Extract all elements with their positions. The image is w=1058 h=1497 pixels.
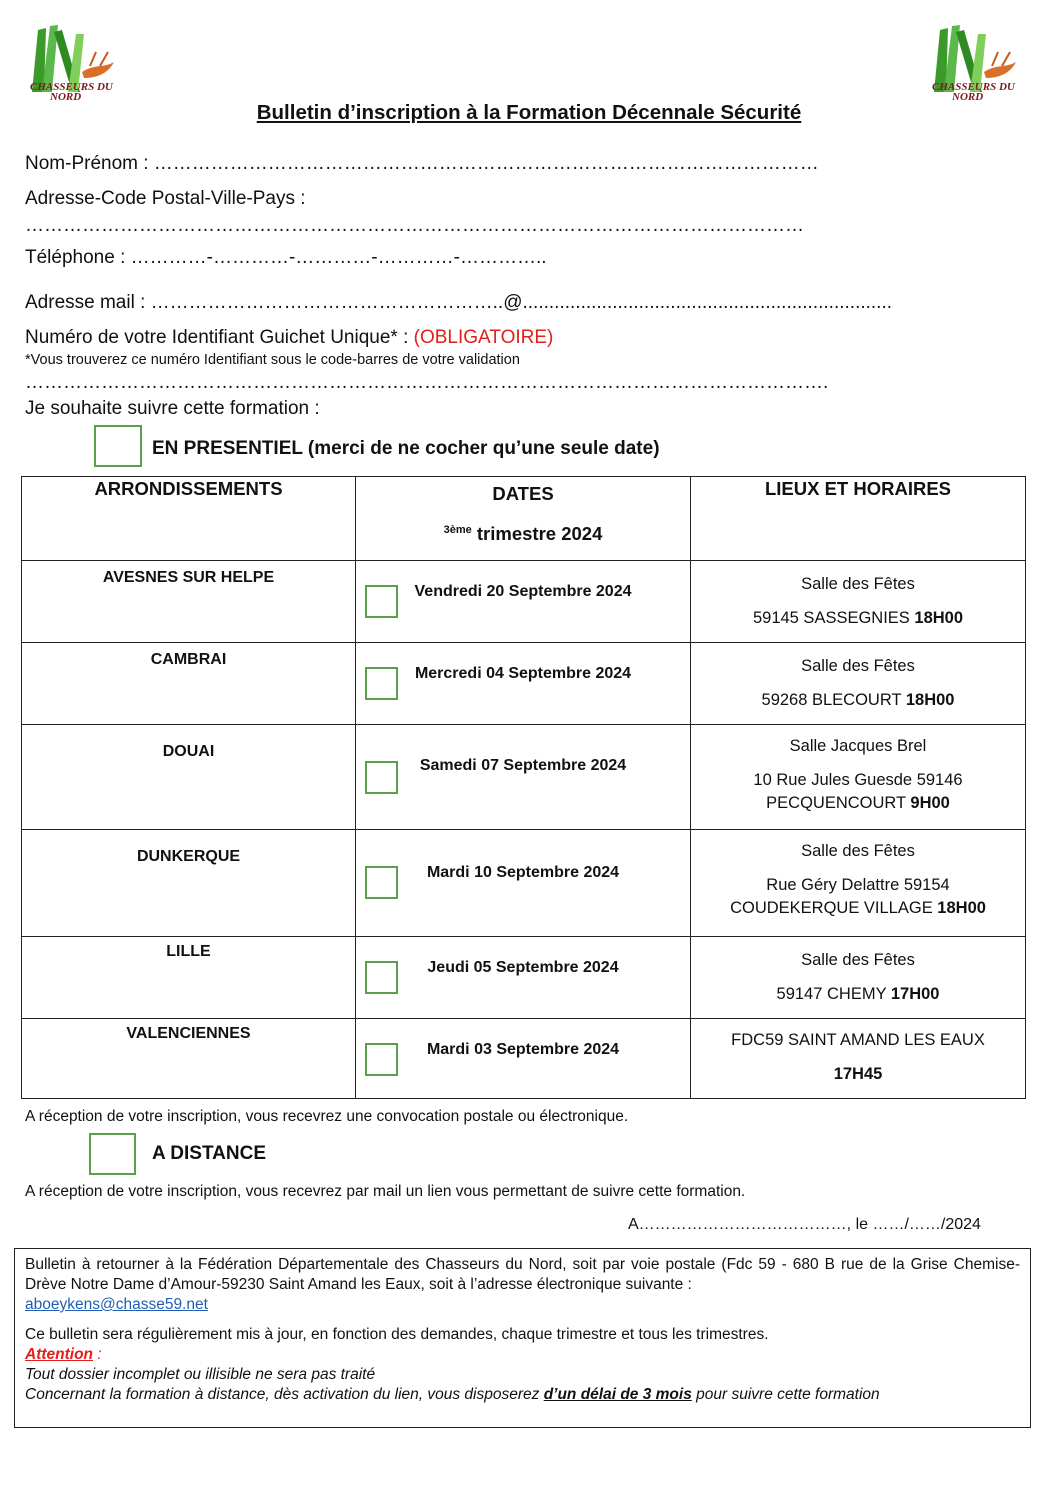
arrondissement-cell: VALENCIENNES: [22, 1019, 356, 1099]
place-address-text: Rue Géry Delattre 59154: [766, 876, 950, 894]
return-instructions-box: [14, 1248, 1031, 1428]
date-text: Samedi 07 Septembre 2024: [419, 757, 627, 774]
convocation-note: A réception de votre inscription, vous recevrez une convocation postale ou électronique.: [25, 1108, 629, 1125]
phone-field[interactable]: Téléphone : …………-…………-…………-…………-…………..: [25, 247, 547, 268]
presentiel-label: EN PRESENTIEL: [152, 438, 303, 459]
header-trimestre-text: trimestre 2024: [471, 523, 603, 545]
place-time: 18H00: [937, 899, 986, 917]
header-trimestre: [357, 505, 689, 549]
place-city: [692, 792, 1024, 815]
date-text: Mardi 03 Septembre 2024: [426, 1041, 620, 1058]
place-address-text: 59145 SASSEGNIES: [752, 609, 915, 627]
arrondissement-cell: CAMBRAI: [22, 643, 356, 725]
identifier-label-text: Numéro de votre Identifiant Guichet Unique* :: [25, 327, 414, 348]
distance-label: A DISTANCE: [152, 1143, 266, 1164]
distance-delay-pre: Concernant la formation à distance, dès activation du lien, vous disposerez: [25, 1386, 544, 1403]
incomplete-text: Tout dossier incomplet ou illisible ne sera pas traité: [25, 1366, 376, 1383]
place-address-text: 59147 CHEMY: [776, 985, 891, 1003]
name-field[interactable]: Nom-Prénom : ……………………………………………………………………………………………: [25, 153, 819, 174]
arrondissement-cell: DUNKERQUE: [22, 830, 356, 937]
place-address: [692, 983, 1024, 1006]
email-field[interactable]: Adresse mail : ………………………………………………..@......................................................................: [25, 292, 893, 313]
place-city-text: COUDEKERQUE VILLAGE: [730, 899, 938, 917]
address-label: Adresse-Code Postal-Ville-Pays :: [25, 188, 306, 209]
federation-logo: [926, 22, 1022, 104]
place-city-text: PECQUENCOURT: [766, 794, 911, 812]
distance-delay-bold: d’un délai de 3 mois: [543, 1386, 692, 1403]
arrondissement-cell: DOUAI: [22, 725, 356, 830]
place-name: Salle des Fêtes: [801, 575, 915, 593]
place-cell: [691, 937, 1026, 1019]
logo-text-line1: CHASSEURS DU: [932, 81, 1015, 93]
table-row: [22, 561, 1026, 643]
place-cell: [691, 643, 1026, 725]
header-trimestre-sup: 3ème: [443, 524, 472, 536]
distance-checkbox[interactable]: [89, 1133, 136, 1175]
schedule-table: [21, 476, 1026, 1099]
return-text-body: Bulletin à retourner à la Fédération Départementale des Chasseurs du Nord, soit par voie postale (Fdc 59 - 680 B rue de la Grise Chemise-Drève Notre Dame d’Amour-59230 Saint Amand les Eaux, soit à l’adresse électronique suivante :: [25, 1256, 1020, 1293]
distance-note: A réception de votre inscription, vous recevrez par mail un lien vous permettant de suivre cette formation.: [25, 1183, 746, 1200]
place-cell: [691, 561, 1026, 643]
date-cell: [356, 1019, 691, 1099]
table-row: [22, 1019, 1026, 1099]
logo-text-line1: CHASSEURS DU: [30, 81, 113, 93]
date-text: Jeudi 05 Septembre 2024: [427, 959, 619, 976]
place-time: 17H00: [890, 985, 940, 1003]
identifier-note: *Vous trouverez ce numéro Identifiant sous le code-barres de votre validation: [25, 352, 520, 368]
date-text: Vendredi 20 Septembre 2024: [414, 583, 632, 600]
place-address: [692, 689, 1024, 712]
place-name: Salle des Fêtes: [801, 951, 915, 969]
table-row: [22, 643, 1026, 725]
presentiel-option: [152, 438, 660, 460]
place-time: 18H00: [905, 691, 955, 709]
identifier-field[interactable]: ……………………………………………………………………………………………………………….: [25, 372, 829, 393]
header-dates-label: DATES: [492, 483, 554, 504]
header-arrondissements: ARRONDISSEMENTS: [22, 477, 356, 561]
contact-email-link[interactable]: aboeykens@chasse59.net: [25, 1296, 208, 1313]
date-cell: [356, 725, 691, 830]
place-cell: [691, 830, 1026, 937]
table-header-row: [22, 477, 1026, 561]
place-time: 18H00: [914, 609, 964, 627]
logo-text-line2: NORD: [50, 91, 82, 103]
place-time: 9H00: [910, 794, 950, 812]
date-text: Mardi 10 Septembre 2024: [426, 864, 620, 881]
place-time: 17H45: [833, 1065, 883, 1083]
place-cell: [691, 1019, 1026, 1099]
required-tag: (OBLIGATOIRE): [413, 327, 554, 348]
date-text: Mercredi 04 Septembre 2024: [414, 665, 632, 682]
signature-date-line[interactable]: A…………………………………, le ……/……/2024: [628, 1216, 981, 1233]
page-title: Bulletin d’inscription à la Formation Décennale Sécurité: [256, 101, 802, 124]
header-lieux: LIEUX ET HORAIRES: [691, 477, 1026, 561]
date-cell: [356, 643, 691, 725]
place-address: [692, 607, 1024, 630]
header-dates: [356, 477, 691, 561]
place-name: Salle Jacques Brel: [789, 737, 927, 755]
place-city: [692, 897, 1024, 920]
table-row: [22, 830, 1026, 937]
logo-text-line2: NORD: [952, 91, 984, 103]
federation-logo: [24, 22, 120, 104]
wish-label: Je souhaite suivre cette formation :: [25, 398, 320, 419]
update-text: Ce bulletin sera régulièrement mis à jour, en fonction des demandes, chaque trimestre et tous les trimestres.: [25, 1326, 769, 1343]
arrondissement-cell: LILLE: [22, 937, 356, 1019]
place-cell: [691, 725, 1026, 830]
attention-colon: :: [93, 1346, 102, 1363]
identifier-label: [25, 327, 553, 349]
place-name: Salle des Fêtes: [801, 657, 915, 675]
table-row: [22, 725, 1026, 830]
place-address-text: 10 Rue Jules Guesde 59146: [753, 771, 963, 789]
table-row: [22, 937, 1026, 1019]
presentiel-note: (merci de ne cocher qu’une seule date): [307, 438, 660, 459]
arrondissement-cell: AVESNES SUR HELPE: [22, 561, 356, 643]
place-name: FDC59 SAINT AMAND LES EAUX: [731, 1031, 985, 1049]
return-text: [25, 1255, 1020, 1295]
date-cell: [356, 561, 691, 643]
date-cell: [356, 830, 691, 937]
address-field[interactable]: ……………………………………………………………………………………………………………: [25, 215, 804, 236]
presentiel-checkbox[interactable]: [94, 425, 142, 467]
place-address-text: 59268 BLECOURT: [761, 691, 906, 709]
attention-label: Attention: [25, 1346, 94, 1363]
distance-delay-post: pour suivre cette formation: [691, 1386, 880, 1403]
distance-delay-text: [25, 1385, 1020, 1405]
place-name: Salle des Fêtes: [801, 842, 915, 860]
date-cell: [356, 937, 691, 1019]
